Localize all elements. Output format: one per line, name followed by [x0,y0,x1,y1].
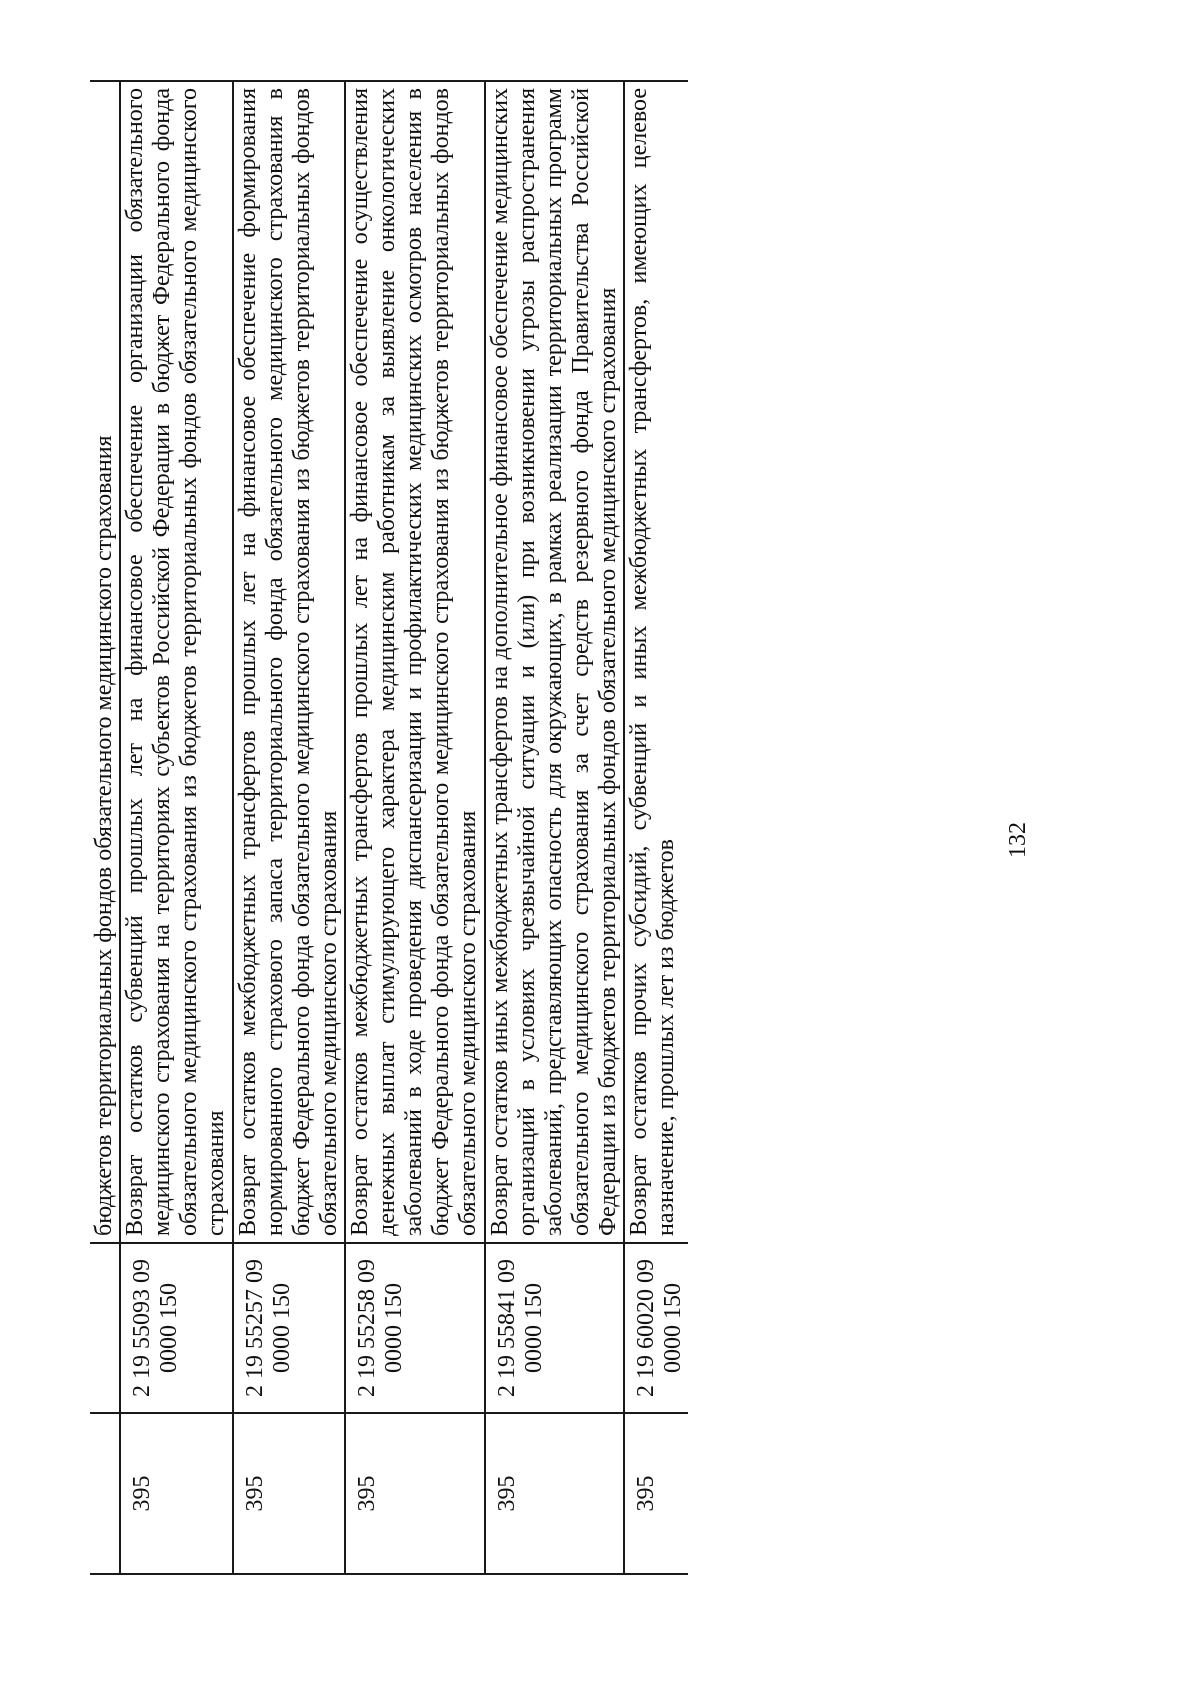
budget-code-cell: 2 19 55258 09 0000 150 [345,1243,485,1413]
admin-code-cell: 395 [345,1413,485,1574]
budget-code-cell: 2 19 60020 09 0000 150 [624,1243,688,1413]
description-cell: Возврат остатков межбюджетных трансфертов прошлых лет на финансовое обеспечение осуществления денежных выплат стимулирующего характера медицинским работникам за выявление онкологических заболеваний в ходе проведения диспансеризации и профилактических медицинских осмотров населения в бюджет Федерального фонда обязательного медицинского страхования из бюджетов территориальных фондов обязательного медицинского страхования [345,81,485,1243]
table-row [120,81,232,1574]
budget-code-cell: 2 19 55841 09 0000 150 [485,1243,625,1413]
admin-code-cell [90,1413,120,1574]
description-cell: бюджетов территориальных фондов обязательного медицинского страхования [90,81,120,1243]
table-row [345,81,485,1574]
admin-code-cell: 395 [485,1413,625,1574]
budget-codes-table [90,80,688,1575]
admin-code-cell: 395 [624,1413,688,1574]
table-row [624,81,688,1574]
description-cell: Возврат остатков межбюджетных трансфертов прошлых лет на финансовое обеспечение формирования нормированного страхового запаса территориального фонда обязательного медицинского страхования в бюджет Федерального фонда обязательного медицинского страхования из бюджетов территориальных фондов обязательного медицинского страхования [233,81,345,1243]
table-row [485,81,625,1574]
admin-code-cell: 395 [233,1413,345,1574]
budget-code-cell [90,1243,120,1413]
description-cell: Возврат остатков прочих субсидий, субвенций и иных межбюджетных трансфертов, имеющих целевое назначение, прошлых лет из бюджетов [624,81,688,1243]
budget-code-cell: 2 19 55257 09 0000 150 [233,1243,345,1413]
budget-code-cell: 2 19 55093 09 0000 150 [120,1243,232,1413]
description-cell: Возврат остатков субвенций прошлых лет на финансовое обеспечение организации обязательного медицинского страхования на территориях субъектов Российской Федерации в бюджет Федерального фонда обязательного медицинского страхования из бюджетов территориальных фондов обязательного медицинского страхования [120,81,232,1243]
admin-code-cell: 395 [120,1413,232,1574]
table-row [90,81,120,1574]
table-row [233,81,345,1574]
page-number: 132 [1005,822,1031,858]
description-cell: Возврат остатков иных межбюджетных трансфертов на дополнительное финансовое обеспечение медицинских организаций в условиях чрезвычайной ситуации и (или) при возникновении угрозы распространения заболеваний, представляющих опасность для окружающих, в рамках реализации территориальных программ обязательного медицинского страхования за счет средств резервного фонда Правительства Российской Федерации из бюджетов территориальных фондов обязательного медицинского страхования [485,81,625,1243]
